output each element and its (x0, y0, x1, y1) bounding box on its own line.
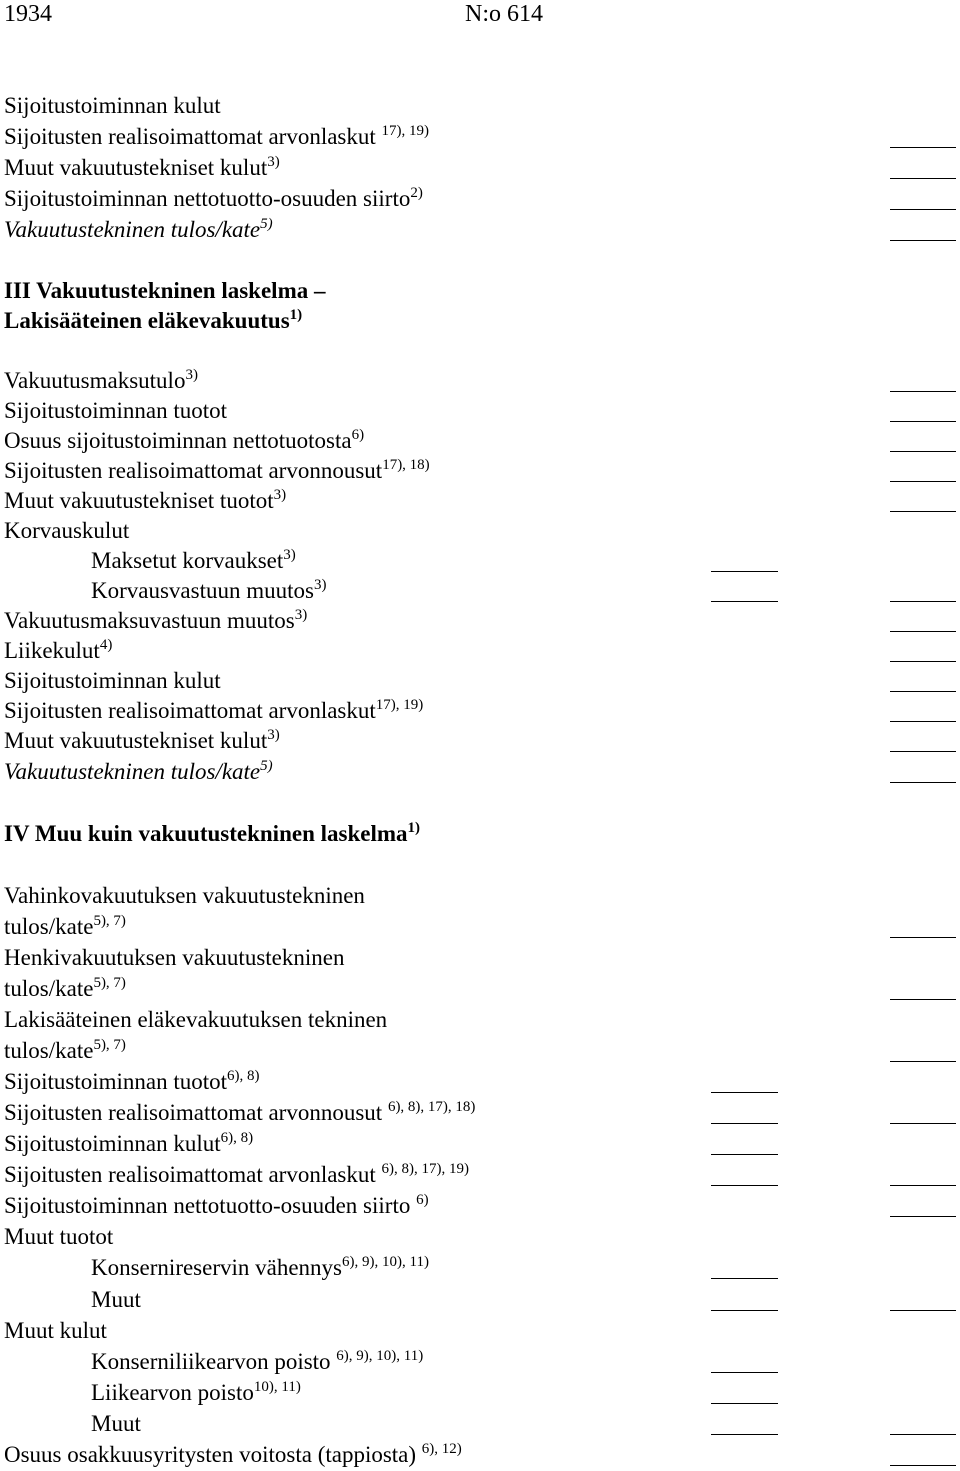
blank-amount-line-col2 (890, 421, 956, 422)
blank-amount-line-col2 (890, 178, 956, 179)
form-row (0, 942, 960, 973)
footnote-reference: 3) (267, 727, 280, 743)
footnote-reference: 6), 12) (421, 1441, 462, 1457)
blank-amount-line-col2 (890, 1216, 956, 1217)
form-row (0, 90, 960, 121)
blank-amount-line-col2 (890, 721, 956, 722)
form-row (0, 635, 960, 666)
row-label: Vakuutusmaksutulo$^{3)}$ (4, 367, 198, 393)
footnote-reference: 5), 7) (93, 913, 126, 929)
form-row (0, 1408, 960, 1439)
blank-amount-line-col1 (711, 1092, 778, 1093)
row-label: Muut kulut (4, 1318, 107, 1343)
row-label: Vakuutusmaksuvastuun muutos$^{3)}$ (4, 607, 308, 633)
blank-amount-line-col1 (711, 601, 778, 602)
row-label: Korvauskulut (4, 518, 130, 543)
form-row (0, 880, 960, 911)
form-row (0, 818, 960, 849)
form-row (0, 1159, 960, 1190)
form-row (0, 695, 960, 726)
blank-amount-line-col2 (890, 209, 956, 210)
form-row (0, 725, 960, 756)
form-row (0, 1439, 960, 1470)
blank-amount-line-col2 (890, 631, 956, 632)
footnote-reference: 3) (283, 547, 296, 563)
form-row (0, 455, 960, 486)
row-label: Osuus osakkuusyritysten voitosta (tappiosta) $^{6), 12)}$ (4, 1441, 462, 1467)
form-row (0, 1190, 960, 1221)
blank-amount-line-col2 (890, 937, 956, 938)
form-row (0, 425, 960, 456)
form-row (0, 395, 960, 426)
blank-amount-line-col1 (711, 1310, 778, 1311)
row-label: Konsernireservin vähennys$^{6), 9), 10), 11)}$ (91, 1254, 429, 1280)
footnote-reference: 17), 18) (382, 457, 430, 473)
row-label: Sijoitustoiminnan tuotot (4, 398, 227, 423)
blank-amount-line-col2 (890, 1185, 956, 1186)
footnote-reference: 5), 7) (93, 975, 126, 991)
row-label: Muut vakuutustekniset kulut$^{3)}$ (4, 727, 280, 753)
row-label: Sijoitusten realisoimattomat arvonlaskut $^{6), 8), 17), 19)}$ (4, 1161, 470, 1187)
footnote-reference: 3) (273, 487, 287, 503)
blank-amount-line-col1 (711, 1278, 778, 1279)
row-label: Liikearvon poisto$^{10), 11)}$ (91, 1379, 301, 1405)
form-row (0, 1221, 960, 1252)
row-label: Konserniliikearvon poisto $^{6), 9), 10), 11)}$ (91, 1348, 424, 1374)
form-row (0, 756, 960, 787)
row-label: Vakuutustekninen tulos/kate$^{5)}$ (4, 216, 273, 242)
form-row (0, 1346, 960, 1377)
form-row (0, 1097, 960, 1128)
footnote-reference: 1) (289, 307, 303, 323)
row-label: Vakuutustekninen tulos/kate$^{5)}$ (4, 758, 273, 784)
footnote-reference: 10), 11) (253, 1379, 301, 1395)
form-row (0, 214, 960, 245)
footnote-reference: 4) (99, 637, 113, 653)
footnote-reference: 3) (185, 367, 198, 383)
footnote-reference: 6), 8) (220, 1130, 254, 1146)
blank-amount-line-col2 (890, 1465, 956, 1466)
form-row (0, 515, 960, 546)
row-label: Muut vakuutustekniset tuotot$^{3)}$ (4, 487, 287, 513)
form-row (0, 973, 960, 1004)
statute-number: N:o 614 (465, 1, 543, 27)
blank-amount-line-col1 (711, 1123, 778, 1124)
row-label: Vahinkovakuutuksen vakuutustekninen (4, 883, 365, 908)
row-label: tulos/kate$^{5), 7)}$ (4, 1037, 126, 1063)
row-label: IV Muu kuin vakuutustekninen laskelma$^{1)}$ (4, 820, 420, 846)
row-label: Sijoitusten realisoimattomat arvonlaskut $^{17), 19)}$ (4, 123, 430, 149)
form-row (0, 1252, 960, 1283)
footnote-reference: 3) (294, 607, 308, 623)
footnote-reference: 6), 9), 10), 11) (336, 1348, 424, 1364)
form-row (0, 183, 960, 214)
blank-amount-line-col1 (711, 1185, 778, 1186)
row-label: Sijoitusten realisoimattomat arvonnousut$^{17), 18)}$ (4, 457, 430, 483)
row-label: Muut (91, 1287, 141, 1312)
footnote-reference: 6), 8) (227, 1068, 260, 1084)
form-row (0, 365, 960, 396)
page-year: 1934 (4, 1, 52, 27)
footnote-reference: 6), 9), 10), 11) (342, 1254, 429, 1270)
blank-amount-line-col2 (890, 1061, 956, 1062)
footnote-reference: 6) (416, 1192, 429, 1208)
form-row (0, 665, 960, 696)
blank-amount-line-col2 (890, 661, 956, 662)
form-row (0, 305, 960, 336)
blank-amount-line-col2 (890, 147, 956, 148)
row-label: Muut (91, 1411, 141, 1436)
footnote-reference: 6), 8), 17), 18) (387, 1099, 476, 1115)
blank-amount-line-col1 (711, 1372, 778, 1373)
row-label: Liikekulut$^{4)}$ (4, 637, 113, 663)
row-label: Lakisääteinen eläkevakuutus$^{1)}$ (4, 307, 303, 333)
row-label: Sijoitustoiminnan kulut (4, 668, 221, 693)
footnote-reference: 6), 8), 17), 19) (381, 1161, 470, 1177)
row-label: III Vakuutustekninen laskelma – (4, 278, 326, 303)
form-row (0, 1377, 960, 1408)
footnote-reference: 3) (267, 154, 280, 170)
blank-amount-line-col2 (890, 782, 956, 783)
blank-amount-line-col1 (711, 1403, 778, 1404)
form-row (0, 911, 960, 942)
footnote-reference: 5), 7) (93, 1037, 126, 1053)
footnote-reference: 5) (260, 758, 273, 774)
blank-amount-line-col2 (890, 1434, 956, 1435)
footnote-reference: 1) (407, 820, 420, 836)
form-row (0, 1284, 960, 1315)
row-label: Sijoitustoiminnan tuotot$^{6), 8)}$ (4, 1068, 260, 1094)
footnote-reference: 3) (313, 577, 327, 593)
row-label: Osuus sijoitustoiminnan nettotuotosta$^{6)}$ (4, 427, 365, 453)
blank-amount-line-col2 (890, 1310, 956, 1311)
blank-amount-line-col2 (890, 691, 956, 692)
footnote-reference: 17), 19) (375, 697, 424, 713)
form-row (0, 605, 960, 636)
form-row (0, 1315, 960, 1346)
row-label: Sijoitustoiminnan nettotuotto-osuuden siirto $^{6)}$ (4, 1192, 429, 1218)
row-label: Lakisääteinen eläkevakuutuksen tekninen (4, 1007, 388, 1032)
row-label: Sijoitustoiminnan kulut$^{6), 8)}$ (4, 1130, 254, 1156)
form-row (0, 545, 960, 576)
footnote-reference: 5) (260, 216, 273, 232)
footnote-reference: 2) (410, 185, 423, 201)
blank-amount-line-col1 (711, 1154, 778, 1155)
blank-amount-line-col2 (890, 451, 956, 452)
row-label: Sijoitusten realisoimattomat arvonlaskut$^{17), 19)}$ (4, 697, 424, 723)
row-label: Henkivakuutuksen vakuutustekninen (4, 945, 345, 970)
form-row (0, 1128, 960, 1159)
blank-amount-line-col2 (890, 391, 956, 392)
form-row (0, 1035, 960, 1066)
form-row (0, 485, 960, 516)
form-row (0, 575, 960, 606)
blank-amount-line-col1 (711, 1434, 778, 1435)
form-row (0, 1004, 960, 1035)
blank-amount-line-col2 (890, 511, 956, 512)
form-row (0, 121, 960, 152)
footnote-reference: 6) (351, 427, 365, 443)
row-label: tulos/kate$^{5), 7)}$ (4, 975, 126, 1001)
blank-amount-line-col1 (711, 571, 778, 572)
blank-amount-line-col2 (890, 1123, 956, 1124)
blank-amount-line-col2 (890, 240, 956, 241)
blank-amount-line-col2 (890, 751, 956, 752)
row-label: Maksetut korvaukset$^{3)}$ (91, 547, 296, 573)
row-label: tulos/kate$^{5), 7)}$ (4, 913, 126, 939)
row-label: Muut tuotot (4, 1224, 114, 1249)
blank-amount-line-col2 (890, 481, 956, 482)
row-label: Sijoitustoiminnan nettotuotto-osuuden siirto$^{2)}$ (4, 185, 423, 211)
form-row (0, 152, 960, 183)
row-label: Muut vakuutustekniset kulut$^{3)}$ (4, 154, 280, 180)
blank-amount-line-col2 (890, 999, 956, 1000)
blank-amount-line-col2 (890, 601, 956, 602)
row-label: Sijoitustoiminnan kulut (4, 93, 221, 118)
form-row (0, 1066, 960, 1097)
form-row (0, 275, 960, 306)
row-label: Korvausvastuun muutos$^{3)}$ (91, 577, 327, 603)
footnote-reference: 17), 19) (381, 123, 430, 139)
row-label: Sijoitusten realisoimattomat arvonnousut $^{6), 8), 17), 18)}$ (4, 1099, 476, 1125)
